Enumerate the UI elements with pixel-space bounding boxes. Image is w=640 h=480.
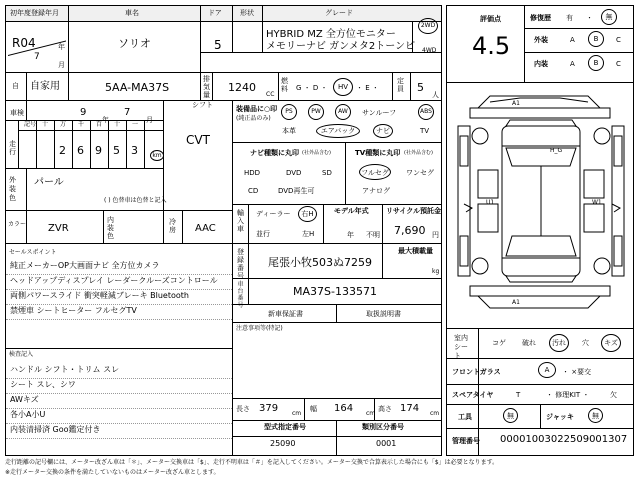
odometer-digit: 5 (113, 144, 120, 157)
tv-fullseg-circled: フルセグ (359, 164, 391, 180)
odometer-col-header: 万 (60, 121, 67, 128)
capacity-unit: 人 (432, 91, 439, 99)
tv-option: アナログ (362, 187, 390, 195)
width-value: 164 (334, 403, 354, 414)
odometer-col-header: 十 (42, 121, 49, 128)
width-unit: cm (366, 410, 376, 417)
class-code-label: 類別区分番号 (362, 423, 404, 431)
equipment-abs-circled: ABS (418, 104, 434, 120)
fuel-hv-circled: HV (333, 78, 353, 96)
odometer-col-header: 十 (114, 121, 121, 128)
inspection-tsuki: 月 (146, 116, 153, 124)
ac-value: AAC (195, 223, 216, 234)
chassis-label: 車台番号 (237, 281, 244, 309)
grade-label: グレード (325, 9, 353, 17)
registration-label: 登録番号 (237, 248, 244, 280)
repair-label: 修復歴 (530, 14, 551, 22)
car-damage-diagram (450, 86, 632, 322)
doors-label: ドア (208, 9, 222, 17)
first-reg-nen: 年 (58, 43, 65, 51)
disp-cc: CC (266, 91, 275, 98)
height-label: 高さ (378, 405, 392, 413)
type-code-value: 25090 (270, 439, 296, 448)
repair-dot: ・ (586, 14, 593, 22)
inspector-note-line: 各小A小U (10, 410, 46, 419)
grade-line2: メモリーナビ ガンメタ2トーンピ (266, 41, 416, 52)
equipment-row2-item: TV (420, 127, 430, 135)
diag-mark-glass: H_G (550, 147, 563, 154)
odometer-col-header: 記号 (24, 121, 37, 128)
jack-none-circled: 無 (588, 408, 603, 423)
glass-label: フロントガラス (452, 368, 501, 376)
spare-none: 欠 (610, 391, 617, 399)
height-value: 174 (400, 403, 420, 414)
odometer-col-header: 百 (96, 121, 103, 128)
glass-a-circled: A (538, 362, 556, 378)
interior-grade-c: C (616, 60, 621, 68)
odometer-digit: 9 (95, 144, 102, 157)
max-load-label: 最大積載量 (398, 247, 433, 255)
recycle-label: リサイクル預託金 (386, 207, 442, 215)
odometer-digit: 2 (59, 144, 66, 157)
car-name-label: 車名 (125, 9, 139, 17)
mileage-label: 走行 (9, 140, 16, 156)
sales-point-line: 両側パワースライド 衝突軽減ブレーキ Bluetooth (10, 291, 189, 300)
exterior-grade-c: C (616, 36, 621, 44)
recycle-unit: 円 (432, 231, 439, 239)
shift-value: CVT (186, 133, 210, 147)
equipment-label: 装備品に○印 (236, 105, 278, 113)
seat-option-circled: 汚れ (549, 334, 569, 352)
model-year-y: 年 (347, 231, 354, 239)
exterior-color-value: パール (34, 177, 64, 188)
inspection-year: 9 (80, 107, 87, 118)
grade-line1: HYBRID MZ 全方位モニター (266, 29, 396, 40)
fuel-label: 燃料 (281, 77, 288, 93)
first-reg-tsuki: 月 (58, 61, 65, 69)
length-value: 379 (259, 403, 279, 414)
navi-option: CD (248, 187, 259, 195)
equipment-aw-circled: AW (335, 104, 351, 120)
equipment-row2-circled: ナビ (373, 124, 393, 138)
first-reg-label: 初年度登録年月 (10, 9, 59, 17)
capacity-label: 定員 (397, 77, 404, 93)
model-year-unknown: 不明 (366, 231, 380, 239)
tv-label: TV種類に丸印 (355, 149, 401, 157)
diag-mark-top: A1 (512, 100, 520, 107)
length-label: 長さ (236, 405, 250, 413)
jack-label: ジャッキ (546, 413, 574, 421)
import-label: 輸入車 (237, 209, 244, 233)
navi-option: SD (322, 169, 332, 177)
inspector-note-line: 内装清掃済 Goo鑑定付き (10, 425, 101, 434)
usage-label: 自 (12, 82, 19, 90)
navi-option: DVD再生可 (278, 187, 315, 195)
odometer-digit: 3 (131, 144, 138, 157)
navi-option: HDD (244, 169, 261, 177)
mgmt-value: 0000100302250900​1307 (500, 434, 628, 445)
ac-label: 冷房 (169, 218, 176, 234)
tv-sub: (社外品含む) (404, 150, 433, 156)
exterior-grade-label: 外装 (534, 36, 548, 44)
special-label: 注意事項等(特記) (236, 325, 283, 332)
sales-point-line: ヘッドアップディスプレイ レーダークルーズコントロール (10, 276, 218, 285)
seat-option: コゲ (492, 339, 506, 347)
diag-mark-left: U1 (486, 199, 495, 206)
warranty-label: 新車保証書 (268, 310, 303, 318)
seat-option-circled: キズ (601, 334, 621, 352)
odometer-col-header: 千 (78, 121, 85, 128)
import-right-hand-circled: 右H (298, 206, 317, 222)
height-unit: cm (430, 410, 440, 417)
disp-value: 1240 (228, 81, 256, 94)
width-label: 幅 (310, 405, 317, 413)
exterior-grade-a: A (570, 36, 575, 44)
drive-4wd: 4WD (422, 47, 437, 54)
disp-label: 排気量 (203, 75, 210, 99)
mileage-unit-circled: km (150, 150, 164, 161)
interior-color-label: 内装色 (107, 216, 114, 240)
import-left: 左H (302, 230, 315, 238)
repair-no-circled: 無 (601, 9, 617, 25)
tools-none-circled: 無 (503, 408, 518, 423)
manual-label: 取扱説明書 (366, 310, 401, 318)
inspector-title: 検査記入 (9, 351, 34, 358)
interior-grade-label: 内装 (534, 60, 548, 68)
color-code-value: ZVR (48, 223, 69, 234)
import-parallel: 並行 (256, 230, 270, 238)
diag-mark-right: W1 (592, 199, 602, 206)
score-value: 4.5 (472, 32, 511, 60)
equipment-sub: (純正品のみ) (236, 115, 271, 122)
seat-option: 破れ (522, 339, 536, 347)
doors-value: 5 (214, 38, 222, 52)
spare-kit: ・ 修理KIT ・ (546, 391, 590, 399)
first-reg-month: 7 (34, 52, 40, 62)
inspector-note-line: AWキズ (10, 395, 39, 404)
equipment-ps-circled: PS (281, 104, 297, 120)
inspector-note-line: シート スレ、シワ (10, 380, 76, 389)
color-note: ( ) 色替車は色替と記入 (104, 197, 167, 204)
interior-grade-a: A (570, 60, 575, 68)
import-dealer: ディーラー (256, 210, 291, 218)
sales-point-line: 純正メーカーOP大画面ナビ 全方位カメラ (10, 261, 160, 270)
drive-2wd-circled: 2WD (418, 18, 438, 34)
inspection-label: 車検 (10, 109, 24, 117)
usage-value: 自家用 (30, 81, 60, 92)
interior-grade-b-circled: B (588, 55, 604, 71)
inspector-note-line: ハンドル シフト・トリム スレ (10, 365, 120, 374)
navi-option: DVD (286, 169, 302, 177)
model-value: 5AA-MA37S (105, 81, 170, 94)
seat-label-text: 室内シート (454, 334, 468, 360)
tv-option: ワンセグ (406, 169, 434, 177)
diag-mark-bottom: A1 (512, 299, 520, 306)
equipment-item: サンルーフ (362, 109, 397, 117)
model-year-label: モデル年式 (334, 207, 369, 215)
spare-t: T (516, 391, 521, 399)
spare-label: スペアタイヤ (452, 391, 494, 399)
color-code-label: カラー (8, 221, 27, 228)
car-name-value: ソリオ (118, 37, 151, 50)
shape-label: 形状 (240, 9, 254, 17)
odometer-col-header: 一 (132, 121, 139, 128)
capacity-value: 5 (417, 81, 424, 94)
equipment-row2-circled: エアバック (316, 124, 360, 138)
type-code-label: 型式指定番号 (264, 423, 306, 431)
fuel-rest: ・ E ・ (356, 84, 379, 92)
max-load-unit: kg (432, 268, 440, 275)
fuel-options: G ・ D ・ (296, 84, 328, 92)
registration-value: 尾張小牧503ぬ7259 (268, 256, 372, 269)
odometer-digit: 6 (77, 144, 84, 157)
sales-point-line: 禁煙車 シートヒーター フルセグTV (10, 306, 137, 315)
footer-line-1: 走行距離の記号欄には、メーター改ざん車は「＊」、メーター交換車は「$」、走行不明車は「＃」を記入してください。メーター交換で合算表示した場合にも「$」は必要となります。 (5, 459, 499, 466)
repair-yes: 有 (566, 14, 573, 22)
navi-label: ナビ種類に丸印 (250, 149, 299, 157)
navi-sub: (社外品含む) (302, 150, 331, 156)
glass-rest: ・ ×要交 (562, 368, 592, 376)
inspection-nen: 年 (102, 116, 109, 124)
equipment-pw-circled: PW (308, 104, 324, 120)
equipment-row2-item: 本革 (282, 127, 296, 135)
exterior-color-label: 外装色 (9, 176, 16, 202)
shift-label: シフト (192, 101, 213, 109)
recycle-value: 7,690 (394, 224, 426, 237)
exterior-grade-b-circled: B (588, 31, 604, 47)
mgmt-label: 管理番号 (452, 437, 480, 445)
first-reg-era-year: R04 (12, 36, 36, 50)
chassis-value: MA37S-133571 (293, 285, 377, 298)
class-code-value: 0001 (376, 439, 397, 448)
seat-label (454, 334, 474, 361)
notes-title: セールスポイント (9, 249, 57, 256)
length-unit: cm (292, 410, 302, 417)
seat-option: 穴 (582, 339, 589, 347)
inspection-month: 7 (124, 107, 131, 118)
score-label: 評価点 (480, 15, 501, 23)
footer-line-2: ※走行メーター交換の条件を満たしていないものはメーター改ざん車とします。 (5, 469, 220, 476)
header-row (6, 6, 441, 22)
tools-label: 工具 (458, 413, 472, 421)
